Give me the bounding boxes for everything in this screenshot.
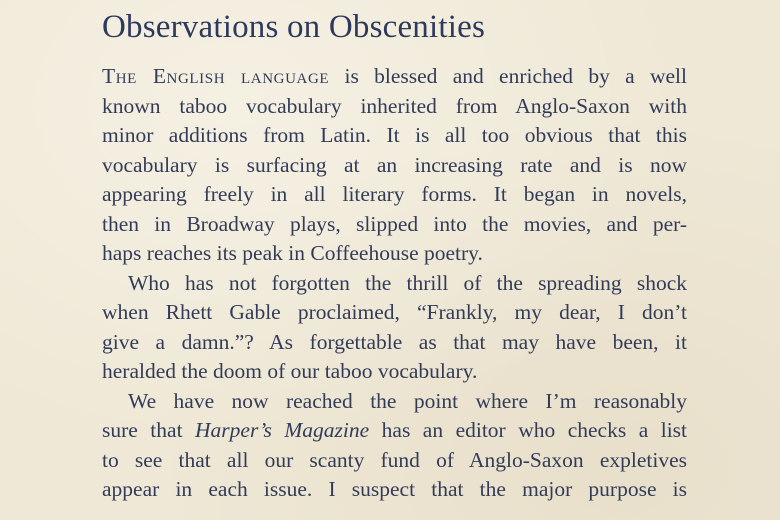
paragraph-1-line-3: minor additions from Latin. It is all too obvious that this: [102, 123, 687, 147]
paragraph-2-line-1: Who has not forgotten the thrill of the spreading shock: [128, 270, 687, 295]
paragraph-3-line-2: [102, 416, 687, 446]
paragraph-1-line-5: appearing freely in all literary forms. It began in novels,: [102, 182, 687, 206]
article-body: [102, 62, 687, 505]
paragraph-1-line-6: then in Broadway plays, slipped into the movies, and per-: [102, 211, 687, 236]
paragraph-3-line-2-post: has an editor who checks a list: [369, 418, 688, 442]
paragraph-1-line-1: [102, 62, 687, 92]
paragraph-2-line-4: heralded the doom of our taboo vocabulary.: [102, 359, 478, 383]
lead-in-small-caps: The English language: [102, 64, 330, 88]
paragraph-2-line-3: give a damn.”? As forgettable as that may have been, it: [102, 329, 687, 354]
paragraph-1-line-7: haps reaches its peak in Coffeehouse poetry.: [102, 241, 483, 265]
paragraph-1-line-4: vocabulary is surfacing at an increasing rate and is now: [102, 152, 687, 177]
paragraph-3-line-4: appear in each issue. I suspect that the major purpose is: [102, 477, 687, 501]
paragraph-1-line-1-text: is blessed and enriched by a well: [329, 64, 687, 88]
magazine-title-italic: Harper’s Magazine: [195, 418, 370, 442]
paragraph-1-line-2: known taboo vocabulary inherited from Anglo-Saxon with: [102, 93, 687, 118]
paragraph-3-line-3: to see that all our scanty fund of Anglo-Saxon expletives: [102, 447, 687, 472]
paragraph-3-line-1: We have now reached the point where I’m reasonably: [128, 388, 687, 413]
paragraph-3-line-2-pre: sure that: [102, 418, 196, 442]
article-title: Observations on Obscenities: [102, 9, 485, 45]
paragraph-2-line-2: when Rhett Gable proclaimed, “Frankly, my dear, I don’t: [102, 300, 687, 324]
